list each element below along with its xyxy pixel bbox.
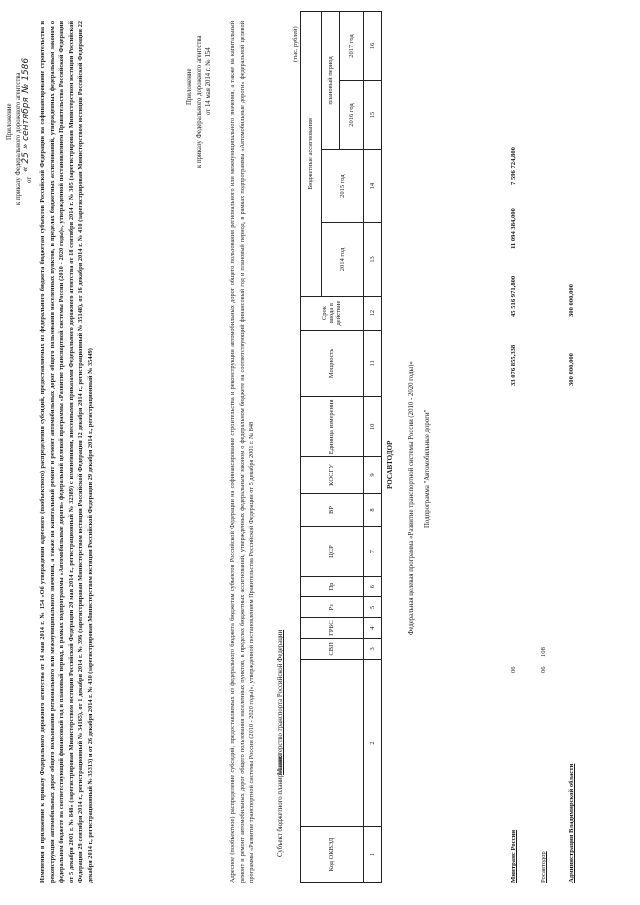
col-num: 3 xyxy=(363,639,381,660)
appendix-label-2: Приложение xyxy=(186,68,193,105)
subprogram-line: Подпрограмма "Автомобильные дороги" xyxy=(424,409,431,528)
units-label: (тыс. рублей) xyxy=(292,26,299,62)
handwritten-number: № 1586 xyxy=(21,57,31,93)
col-kod-okved: Код ОКВЭД xyxy=(301,827,364,883)
appendix-label: Приложение xyxy=(6,103,13,140)
col-num: 5 xyxy=(363,597,381,618)
col-2015: 2015 год xyxy=(321,150,363,223)
column-number-row xyxy=(363,12,381,883)
row-2016-mintrans: 11 094 384,000 xyxy=(510,208,517,249)
col-rz: Рз xyxy=(301,597,364,618)
program-line: Федеральная целевая программа «Развитие транспортной системы России (2010 - 2020 годы)» xyxy=(408,361,415,635)
col-blank xyxy=(301,659,364,826)
col-num: 9 xyxy=(363,457,381,493)
col-srok: Срок ввода в действие xyxy=(301,296,364,330)
row-2014-vladimir: 300 000,000 xyxy=(568,353,575,386)
col-budget: Бюджетные ассигнования xyxy=(301,12,322,297)
col-vr: ВР xyxy=(301,493,364,527)
col-moshnost: Мощность xyxy=(301,330,364,397)
col-2016: 2016 год xyxy=(340,81,364,150)
header-table xyxy=(300,11,382,883)
row-label-mintrans: Минтранс России xyxy=(510,829,517,883)
col-2014: 2014 год xyxy=(321,223,363,296)
col-num: 12 xyxy=(363,296,381,330)
appendix-order-ref: к приказу Федерального дорожного агентства xyxy=(15,72,22,205)
col-num: 15 xyxy=(363,81,381,150)
col-plan: плановый период xyxy=(321,12,339,150)
title-paragraph: Адресное (пообъектное) распределение субсидий, предоставляемых из федерального бюджета бюджетам субъектов Российской Федерации на софинансирование строительства и реконструкции автомобильных дорог общего пользования регионального или межмуниципального значения, а также на капитальный ремонт и ремонт автомобильных дорог общего пользования населенных пунктов, в пределах бюджетных ассигнований, утвержденных федеральным законом о федеральном бюджете на соответствующий финансовый год и плановый период, в рамках подпрограммы «Автомобильные дороги» федеральной целевой программы «Развитие транспортной системы России (2010 - 2020 годы)», утвержденной постановлением Правительства Российской Федерации от 5 декабря 2001 г. № 848 xyxy=(229,21,256,883)
subject-value: Министерство транспорта Российской Федерации xyxy=(277,629,284,775)
row-label-vladimir: Администрация Владимирской области xyxy=(568,763,575,883)
row-2014-mintrans: 33 076 855,338 xyxy=(510,344,517,386)
row-code-rosavtodor: 06 xyxy=(540,666,547,673)
col-num: 4 xyxy=(363,618,381,639)
row-2015-vladimir: 300 000,000 xyxy=(568,284,575,317)
col-num: 10 xyxy=(363,397,381,457)
col-num: 1 xyxy=(363,827,381,883)
intro-paragraph: Изменения в приложение к приказу Федерального дорожного агентства от 14 мая 2014 г. № 154 «Об утверждении адресного (пообъектного) распределения субсидий, предоставляемых из федерального бюджета бюджетам субъектов Российской Федерации на софинансирование строительства и реконструкции автомобильных дорог общего пользования регионального или межмуниципального значения, а также на капитальный ремонт и ремонт автомобильных дорог общего пользования населенных пунктов, в пределах бюджетных ассигнований, утвержденных федеральным законом о федеральном бюджете на соответствующий финансовый год и плановый период, в рамках подпрограммы «Автомобильные дороги» федеральной целевой программы «Развитие транспортной системы России (2010 - 2020 годы)», утвержденной постановлением Правительства Российской Федерации от 5 декабря 2001 г. № 848» (зарегистрирован Министерством юстиции Российской Федерации 20 мая 2014 г., регистрационный № 32389) с изменениями, внесенными приказами Федерального дорожного агентства от 18 сентября 2014 г. № 305 (зарегистрирован Министерством юстиции Российской Федерации 29 сентября 2014 г., регистрационный № 34165), от 1 декабря 2014 г. № 396 (зарегистрирован Министерством юстиции Российской Федерации 12 декабря 2014 г., регистрационный № 35148), от 16 декабря 2014 г. № 410 (зарегистрирован Министерством юстиции Российской Федерации 22 декабря 2014 г., регистрационный № 35313) и от 26 декабря 2014 г. № 430 (зарегистрирован Министерством юстиции Российской Федерации 29 декабря 2014 г., регистрационный № 35449) xyxy=(39,21,94,883)
subject-label: Субъект бюджетного планирования xyxy=(277,753,284,857)
col-num: 7 xyxy=(363,527,381,576)
appendix-date-2: от 14 мая 2014 г. № 154 xyxy=(205,47,212,115)
col-num: 6 xyxy=(363,576,381,597)
col-tsr: ЦСР xyxy=(301,527,364,576)
row-label-rosavtodor: Росавтодор xyxy=(540,851,547,883)
col-pr: Пр xyxy=(301,576,364,597)
col-num: 13 xyxy=(363,223,381,296)
row-2015-mintrans: 45 516 971,800 xyxy=(510,275,517,317)
col-edinica: Единица измерения xyxy=(301,397,364,457)
col-kosgu: КОСГУ xyxy=(301,457,364,493)
row-2017-mintrans: 7 596 724,800 xyxy=(510,147,517,185)
row-code2-rosavtodor: 108 xyxy=(540,647,547,657)
row-code-mintrans: 06 xyxy=(510,666,517,673)
col-grbs: ГРБС xyxy=(301,618,364,639)
col-num: 16 xyxy=(363,12,381,81)
col-num: 2 xyxy=(363,659,381,826)
col-svp: СВП xyxy=(301,639,364,660)
appendix-order-ref-2: к приказу Федерального дорожного агентства xyxy=(196,35,203,168)
col-num: 8 xyxy=(363,493,381,527)
col-num: 14 xyxy=(363,150,381,223)
rosavtodor-heading: РОСАВТОДОР xyxy=(386,440,394,489)
col-2017: 2017 год xyxy=(340,12,364,81)
appendix-date-prefix: от xyxy=(26,176,33,183)
handwritten-date: « 25 » сентября xyxy=(21,97,31,172)
col-num: 11 xyxy=(363,330,381,397)
